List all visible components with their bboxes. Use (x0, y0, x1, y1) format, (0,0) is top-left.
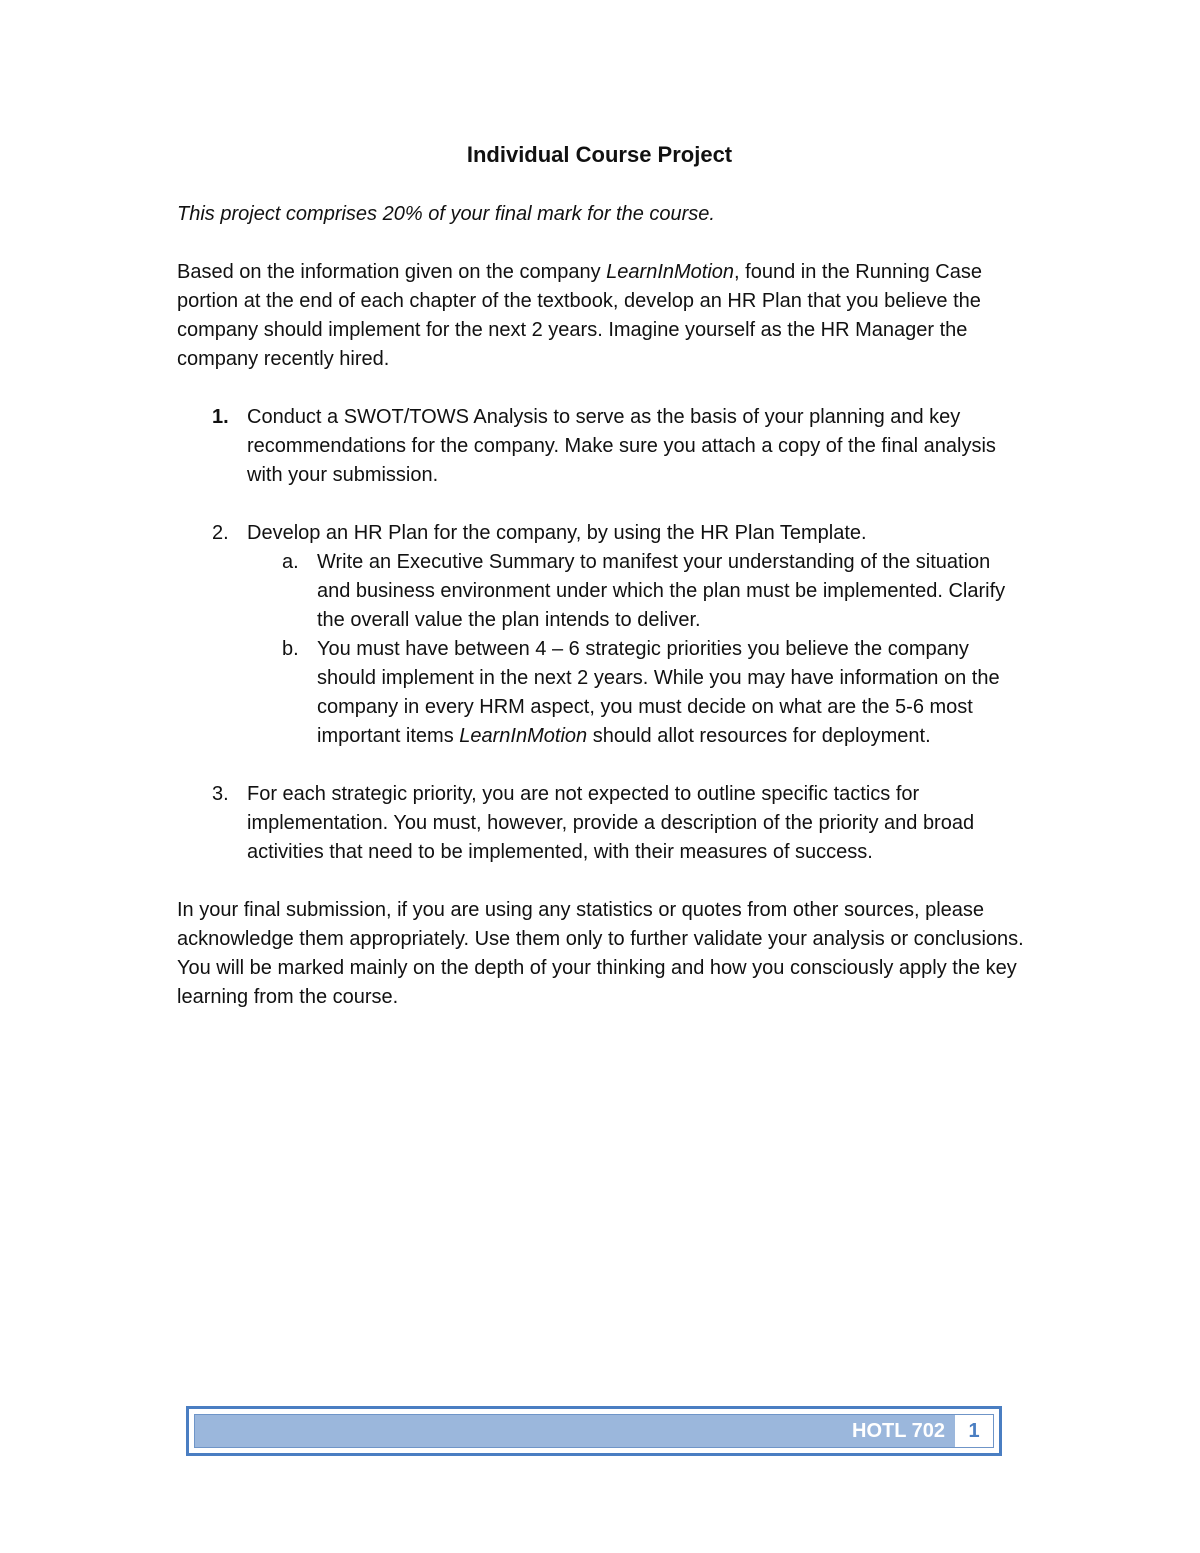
page-number: 1 (955, 1415, 993, 1447)
task-number: 3. (212, 783, 229, 805)
intro-paragraph-part: , found in the Running Case portion at the end of each chapter of the textbook, develop an HR Plan that you believe the company should implement for the next 2 years. Imagine yourself as the HR Manager the company recently hired. (177, 261, 982, 370)
task-item-3 (177, 780, 1027, 867)
subtask-letter: b. (282, 638, 299, 660)
task-text: Conduct a SWOT/TOWS Analysis to serve as the basis of your planning and key recommendations for the company. Make sure you attach a copy of the final analysis with your submission. (247, 406, 996, 486)
task-number: 1. (212, 406, 229, 428)
subtask-text-part: You must have between 4 – 6 strategic priorities you believe the company should implement in the next 2 years. While you may have information on the company in every HRM aspect, you must decide on what are the 5-6 most important items (317, 638, 1000, 747)
task-item-2 (177, 519, 1027, 751)
subtask-item-b (247, 635, 1027, 751)
subtask-text-part: should allot resources for deployment. (587, 725, 931, 747)
intro-paragraph-part: Based on the information given on the company (177, 261, 607, 283)
course-code: HOTL 702 (852, 1419, 945, 1442)
task-item-1 (177, 403, 1027, 490)
subtask-item-a (247, 548, 1027, 635)
subtask-text (317, 638, 1000, 747)
subtask-text: Write an Executive Summary to manifest your understanding of the situation and business environment under which the plan must be implemented. Clarify the overall value the plan intends to deliver. (317, 551, 1006, 631)
closing-paragraph: In your final submission, if you are using any statistics or quotes from other sources, please acknowledge them appropriately. Use them only to further validate your analysis or conclusions. You will be marked mainly on the depth of your thinking and how you consciously apply the key learning from the course. (177, 899, 1024, 1008)
subtask-letter: a. (282, 551, 299, 573)
intro-paragraph (177, 258, 1027, 374)
task-list (177, 403, 1027, 867)
task-text: Develop an HR Plan for the company, by using the HR Plan Template. (247, 522, 867, 544)
document-title: Individual Course Project (466, 142, 733, 167)
subtask-list (247, 548, 1027, 751)
task-text: For each strategic priority, you are not expected to outline specific tactics for implementation. You must, however, provide a description of the priority and broad activities that need to be implemented, with their measures of success. (247, 783, 975, 863)
intro-text: This project comprises 20% of your final mark for the course. (177, 203, 715, 225)
page-footer (186, 1406, 1002, 1456)
document-body (177, 140, 1027, 1012)
company-name: LearnInMotion (459, 725, 588, 747)
footer-band (194, 1414, 994, 1448)
task-number: 2. (212, 522, 229, 544)
company-name: LearnInMotion (606, 261, 735, 283)
